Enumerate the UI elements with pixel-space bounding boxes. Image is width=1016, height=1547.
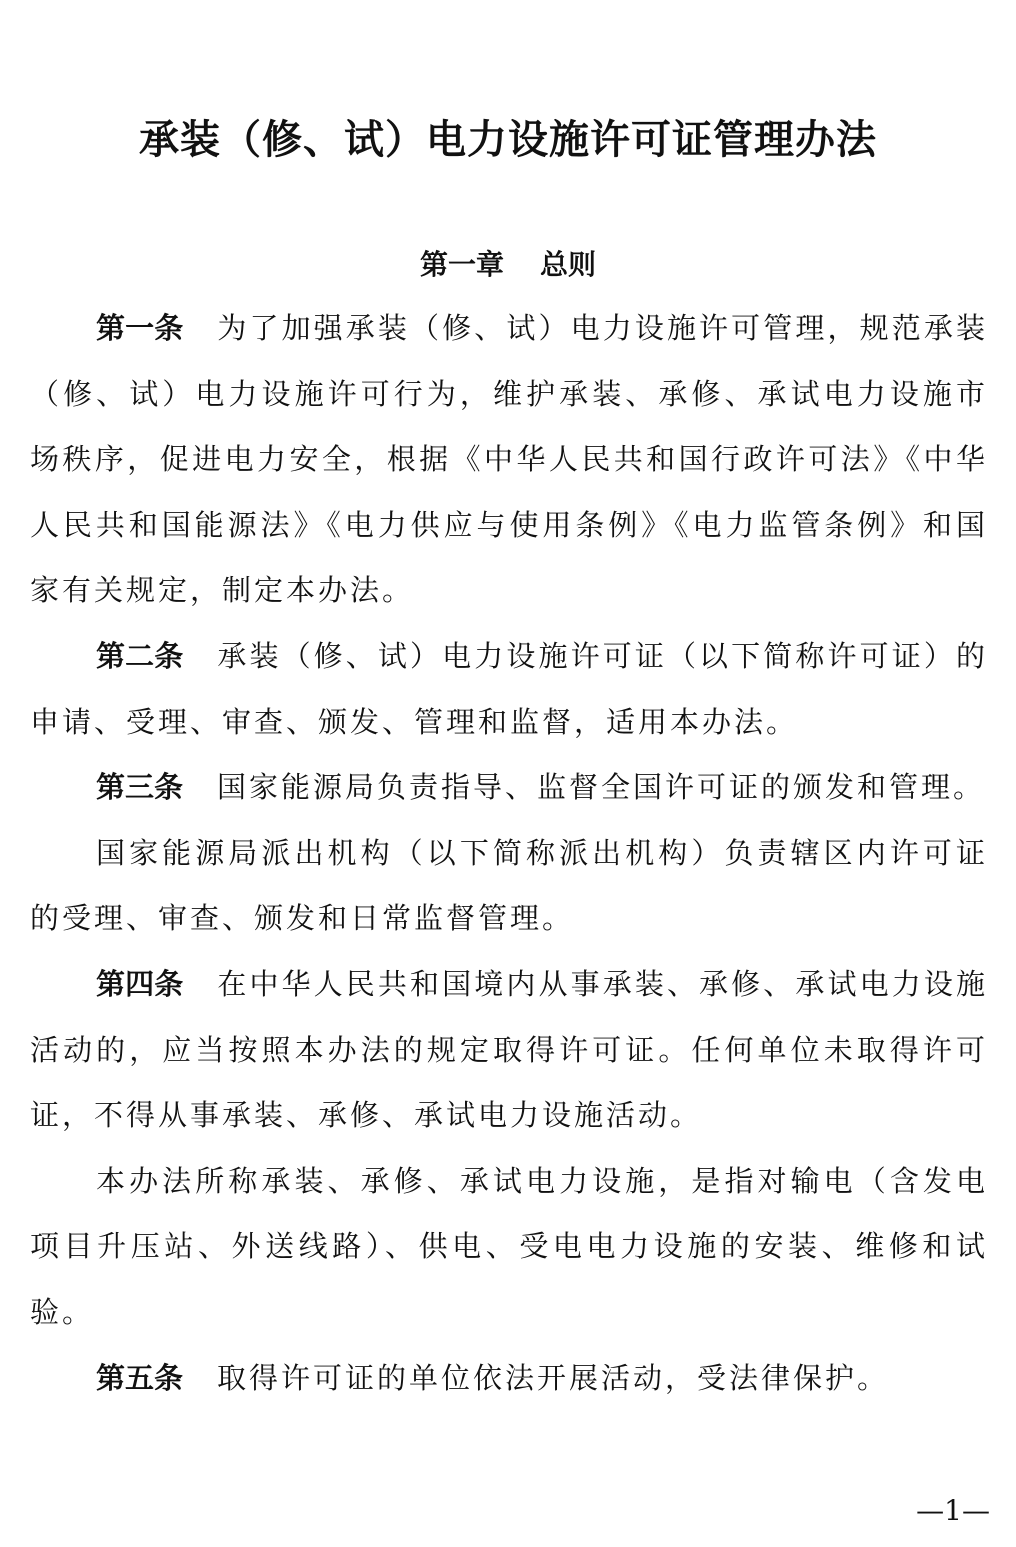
article-continuation-paragraph [30,821,988,952]
document-body [30,296,988,1411]
document-title: 承装（修、试）电力设施许可证管理办法 [139,116,877,163]
article-text: 取得许可证的单位依法开展活动，受法律保护。 [217,1360,890,1395]
article-paragraph [30,624,988,755]
article-text: 本办法所称承装、承修、承试电力设施，是指对输电（含发电项目升压站、外送线路）、供电、受电电力设施的安装、维修和试验。 [30,1163,988,1329]
chapter-heading [0,243,1016,283]
article-text: 在中华人民共和国境内从事承装、承修、承试电力设施活动的，应当按照本办法的规定取得许可证。任何单位未取得许可证，不得从事承装、承修、承试电力设施活动。 [30,966,988,1133]
article-number: 第四条 [96,966,184,1001]
article-number: 第二条 [96,638,184,673]
article-paragraph [30,1346,988,1412]
article-paragraph [30,296,988,624]
article-paragraph [30,755,988,821]
article-text: 为了加强承装（修、试）电力设施许可管理，规范承装（修、试）电力设施许可行为，维护承装、承修、承试电力设施市场秩序，促进电力安全，根据《中华人民共和国行政许可法》《中华人民共和国能源法》《电力供应与使用条例》《电力监管条例》和国家有关规定，制定本办法。 [30,311,988,608]
article-number: 第五条 [96,1360,184,1395]
chapter-number: 第一章 [419,248,504,281]
article-number: 第三条 [96,770,184,805]
article-text: 国家能源局派出机构（以下简称派出机构）负责辖区内许可证的受理、审查、颁发和日常监督管理。 [30,835,988,936]
article-continuation-paragraph [30,1149,988,1346]
article-paragraph [30,952,988,1149]
chapter-name: 总则 [540,248,597,281]
article-number: 第一条 [96,311,184,345]
page-number: —1— [916,1494,990,1527]
article-text: 国家能源局负责指导、监督全国许可证的颁发和管理。 [217,770,986,805]
article-text: 承装（修、试）电力设施许可证（以下简称许可证）的申请、受理、审查、颁发、管理和监督，适用本办法。 [30,638,988,739]
